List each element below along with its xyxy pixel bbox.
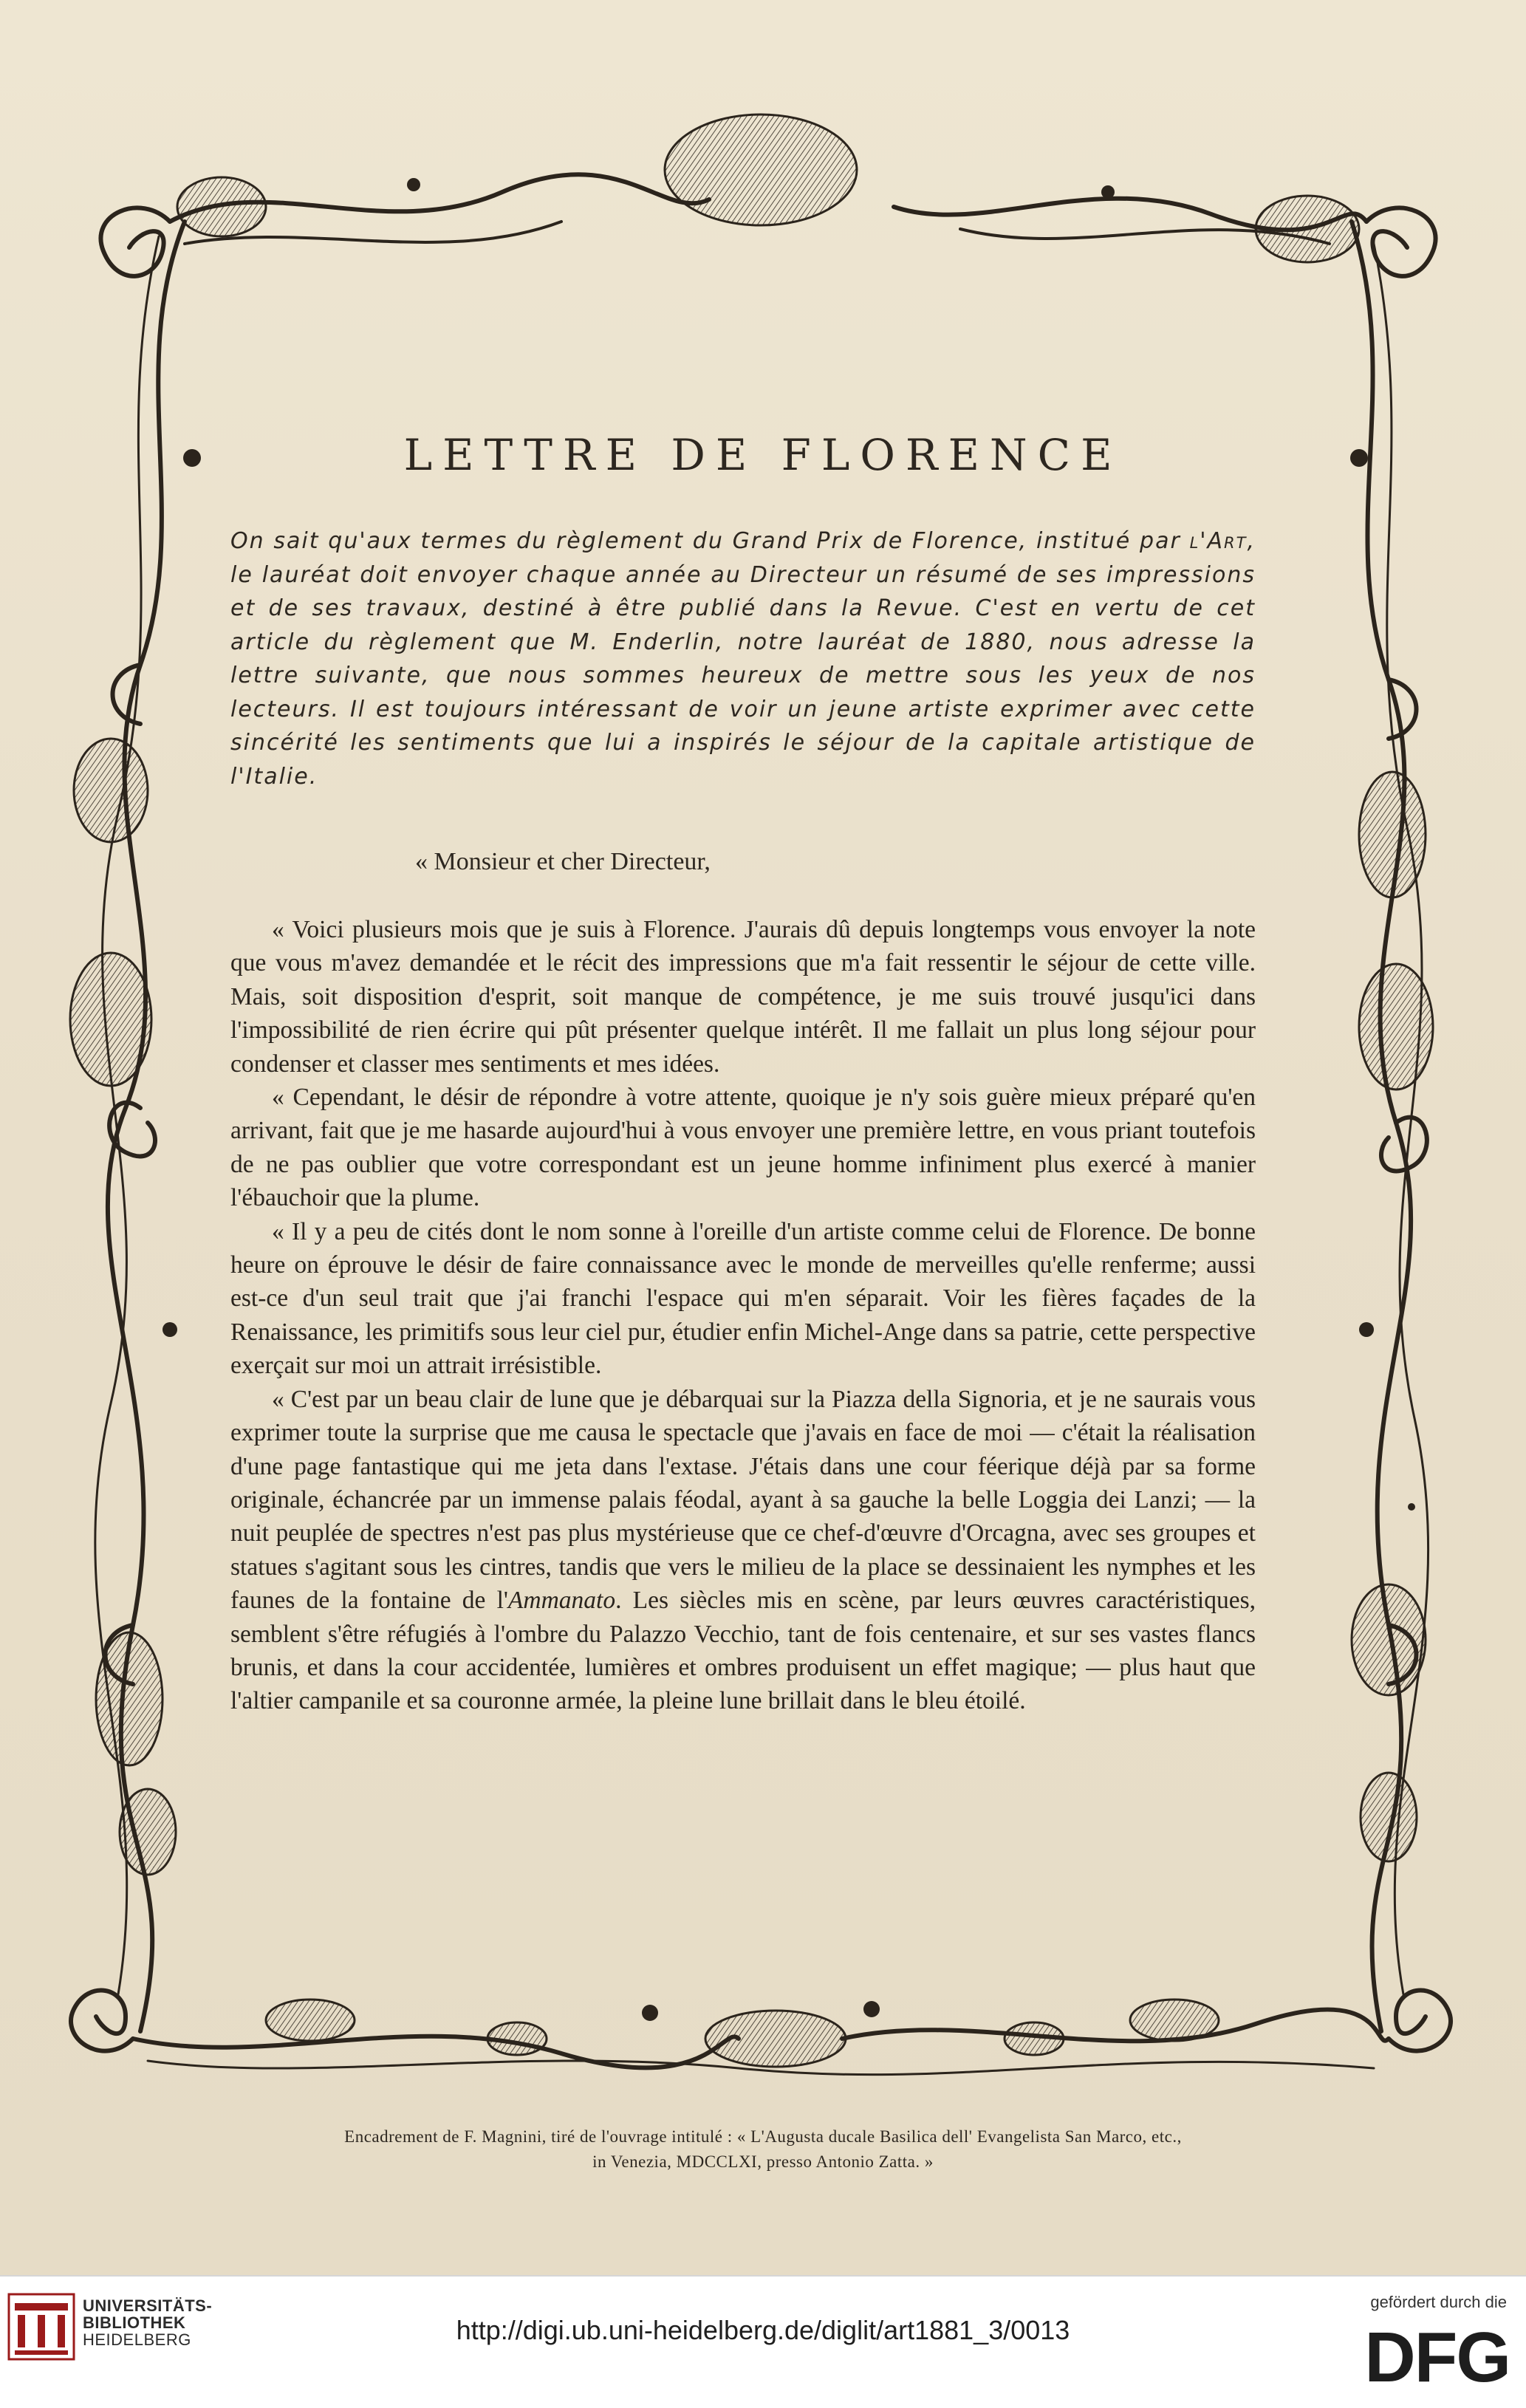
letter-paragraph: « Il y a peu de cités dont le nom sonne à l'oreille d'un artiste comme celui de Florence. De bonne heure on éprouve le désir de faire connaissance avec le monde de merveilles qu'elle renferme; aussi est-ce d'un seul trait que j'ai franchi l'espace qui m'en séparait. Voir les fières façades de la Renaissance, les primitifs sous leur ciel pur, étudier enfin Michel-Ange dans sa patrie, cette perspective exerçait sur moi un attrait irrésistible. (230, 1217, 1256, 1380)
intro-text-before: On sait qu'aux termes du règlement du Grand Prix de Florence, institué par (230, 528, 1190, 554)
caption-line-1: Encadrement de F. Magnini, tiré de l'ouvrage intitulé : « L'Augusta ducale Basilica dell' Evangelista San Marco, etc., (344, 2127, 1182, 2146)
letter-paragraph-last (230, 1383, 1256, 1718)
paragraph-text: . Les siècles mis en scène, par leurs œuvres caractéristiques, semblent s'être réfugiés à l'ombre du Palazzo Vecchio, tant de fois centenaire, et sur ses vastes flancs brunis, et dans la cour accidentée, lumières et ombres produisent un effet magique; — plus haut que l'altier campanile et sa couronne armée, la pleine lune brillait dans le bleu étoilé. (230, 1587, 1256, 1715)
library-name-line-3: HEIDELBERG (83, 2330, 191, 2349)
frame-caption (0, 2124, 1526, 2175)
letter-body (230, 913, 1256, 1718)
document-url-link[interactable]: http://digi.ub.uni-heidelberg.de/diglit/art1881_3/0013 (456, 2315, 1070, 2345)
sponsor-label: gefördert durch die (1370, 2293, 1507, 2311)
letter-paragraph: « Voici plusieurs mois que je suis à Florence. J'aurais dû depuis longtemps vous envoyer la note que vous m'avez demandée et le récit des impressions que m'a fait ressentir le séjour de cette ville. Mais, soit disposition d'esprit, soit manque de compétence, je me suis trouvé jusqu'ici dans l'impossibilité de rien écrire qui pût présenter quelque intérêt. Il me fallait un plus long séjour pour condenser et classer mes sentiments et mes idées. (230, 916, 1256, 1078)
caption-line-2: in Venezia, MDCCLXI, presso Antonio Zatta. » (592, 2152, 934, 2171)
paragraph-text: « C'est par un beau clair de lune que je débarquai sur la Piazza della Signoria, et je ne saurais vous exprimer toute la surprise que me causa le spectacle que j'avais en face de moi — c'était la réalisation d'une page fantastique qui me jeta dans l'extase. J'étais dans une cour féerique déjà par sa forme originale, échancrée par un immense palais féodal, ayant à sa gauche la belle Loggia dei Lanzi; — la nuit peuplée de spectres n'est pas plus mystérieuse que ce chef-d'œuvre d'Orcagna, avec ses groupes et statues s'agitant sous les cintres, tandis que vers le milieu de la place se dessinaient les nymphes et les faunes de la fontaine de l' (230, 1385, 1256, 1615)
letter-salutation: « Monsieur et cher Directeur, (415, 848, 711, 875)
page-title: LETTRE DE FLORENCE (403, 430, 1123, 480)
intro-text-after: , le lauréat doit envoyer chaque année au Directeur un résumé de ses impressions et de ses travaux, destiné à être publié dans la Revue. C'est en vertu de cet article du règlement que M. Enderlin, notre lauréat de 1880, nous adresse la lettre suivante, que nous sommes heureux de mettre sous les yeux de nos lecteurs. Il est toujours intéressant de voir un jeune artiste exprimer avec cette sincérité les sentiments que lui a inspirés le séjour de la capitale artistique de l'Italie. (230, 528, 1256, 790)
library-name-line-2: BIBLIOTHEK (83, 2313, 186, 2332)
journal-name: l'Art (1189, 528, 1248, 554)
intro-paragraph (230, 524, 1256, 793)
emphasized-name: Ammanato (507, 1587, 616, 1615)
dfg-logo-icon[interactable]: DFG (1364, 2318, 1510, 2397)
viewer-footer (0, 2275, 1526, 2408)
letter-paragraph: « Cependant, le désir de répondre à votre attente, quoique je n'y sois guère mieux préparé qu'en arrivant, fait que je me hasarde aujourd'hui à vous envoyer une première lettre, en vous priant toutefois de ne pas oublier que votre correspondant est un jeune homme infiniment plus exercé à manier l'ébauchoir que la plume. (230, 1084, 1256, 1212)
library-name-line-1: UNIVERSITÄTS- (83, 2296, 213, 2315)
